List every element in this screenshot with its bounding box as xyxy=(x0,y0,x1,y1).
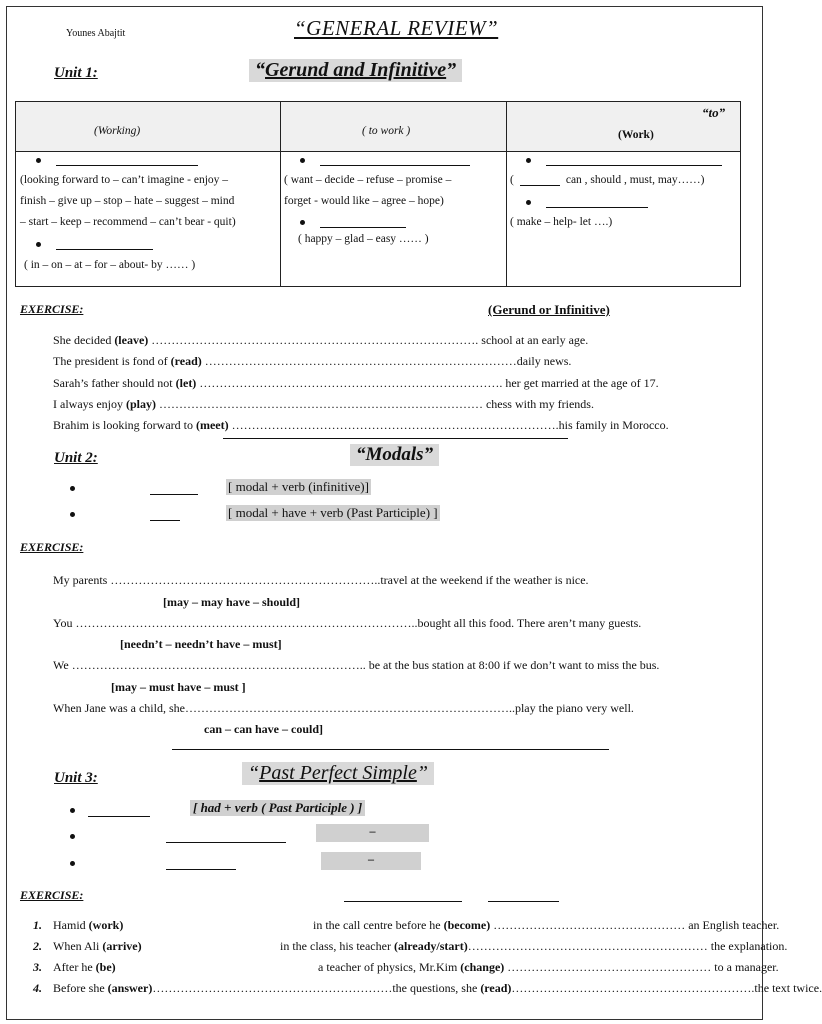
table-divider xyxy=(506,102,507,286)
answer-blank[interactable] xyxy=(150,509,180,521)
unit2-exercise-label: EXERCISE: xyxy=(20,540,84,554)
exercise-sentence: Before she (answer)……………………………………………………the questions, she (read)…………………………………………………….the text twice. xyxy=(53,981,822,995)
bullet-icon xyxy=(526,200,531,205)
answer-blank[interactable] xyxy=(150,483,198,495)
answer-blank[interactable] xyxy=(320,218,406,228)
section-divider xyxy=(223,438,568,439)
col1-verbs-line: (looking forward to – can’t imagine - enjoy – xyxy=(20,174,229,186)
past-perfect-box[interactable]: – xyxy=(321,852,421,870)
exercise-sentence-end: in the class, his teacher (already/start)…………………………………………………… the explanation. xyxy=(280,939,788,953)
exercise-sentence: The president is fond of (read) ……………………………………………………………………daily news. xyxy=(53,354,572,368)
unit1-title: “Gerund and Infinitive” xyxy=(249,59,462,82)
exercise-sentence: We ……………………………………………………………….. be at the bus station at 8:00 if we don’t want to miss the bus. xyxy=(53,658,660,672)
past-perfect-rule-row xyxy=(70,855,236,870)
unit3-label: Unit 3: xyxy=(54,770,98,786)
bullet-icon xyxy=(300,158,305,163)
unit1-exercise-hint: (Gerund or Infinitive) xyxy=(488,302,610,317)
unit1-label: Unit 1: xyxy=(54,65,98,81)
answer-blank[interactable] xyxy=(546,156,722,166)
col2-verbs-line: forget - would like – agree – hope) xyxy=(284,195,444,207)
exercise-sentence: When Jane was a child, she………………………………………………………………………..play the piano very well. xyxy=(53,701,634,715)
bullet-icon xyxy=(70,808,75,813)
col3-bullet-row xyxy=(526,196,648,208)
bullet-icon xyxy=(70,512,75,517)
exercise-sentence: You …………………………………………………………………………..bought all this food. There aren’t many guests. xyxy=(53,616,642,630)
gerund-infinitive-table xyxy=(15,101,741,287)
author-name: Younes Abajtit xyxy=(66,28,126,39)
exercise-options: [may – must have – must ] xyxy=(111,680,246,694)
exercise-sentence: My parents …………………………………………………………..travel at the weekend if the weather is nice. xyxy=(53,573,589,587)
col1-verbs-line: finish – give up – stop – hate – suggest – mind xyxy=(20,195,235,207)
col-bare-infinitive-header: (Work) xyxy=(618,129,654,141)
col1-bullet-row xyxy=(36,154,198,166)
bullet-icon xyxy=(526,158,531,163)
exercise-sentence-start: After he (be) xyxy=(53,960,116,974)
unit2-title: “Modals” xyxy=(350,444,439,466)
answer-blank[interactable] xyxy=(320,156,470,166)
exercise-options: can – can have – could] xyxy=(204,722,324,736)
answer-blank[interactable] xyxy=(56,156,198,166)
col3-bullet-row xyxy=(526,154,722,166)
exercise-options: [needn’t – needn’t have – must] xyxy=(120,637,282,651)
col1-bullet-row xyxy=(36,238,153,250)
exercise-sentence-end: a teacher of physics, Mr.Kim (change) …………………………………………… to a manager. xyxy=(318,960,779,974)
table-divider xyxy=(280,102,281,286)
col1-prepositions-line: ( in – on – at – for – about- by …… ) xyxy=(24,259,196,271)
bullet-icon xyxy=(70,486,75,491)
bullet-icon xyxy=(36,242,41,247)
col1-verbs-line: – start – keep – recommend – can’t bear - quit) xyxy=(20,216,236,228)
unit1-exercise-label: EXERCISE: xyxy=(20,302,84,316)
answer-blank[interactable] xyxy=(520,176,560,186)
answer-blank[interactable] xyxy=(166,831,286,843)
exercise-sentence: Sarah’s father should not (let) …………………………………………………………………. her get married at the age of 17. xyxy=(53,376,659,390)
past-perfect-rule-row xyxy=(70,828,286,843)
unit2-label: Unit 2: xyxy=(54,450,98,466)
exercise-sentence-end: in the call centre before he (become) ………………………………………… an English teacher. xyxy=(313,918,780,932)
answer-blank[interactable] xyxy=(166,858,236,870)
page-title: “GENERAL REVIEW” xyxy=(294,16,499,40)
modal-rule-row xyxy=(70,506,180,521)
modal-rule-row xyxy=(70,480,198,495)
exercise-sentence-start: When Ali (arrive) xyxy=(53,939,142,953)
exercise-options: [may – may have – should] xyxy=(163,595,301,609)
item-number: 4. xyxy=(33,981,42,995)
col-bare-infinitive-quote: “to” xyxy=(702,105,726,120)
answer-line xyxy=(344,901,462,902)
answer-line xyxy=(488,901,559,902)
exercise-sentence: Brahim is looking forward to (meet) ……………………………………………………………………….his family in Morocco. xyxy=(53,418,669,432)
bullet-icon xyxy=(70,834,75,839)
past-perfect-rule: [ had + verb ( Past Participle ) ] xyxy=(190,800,365,816)
col-to-infinitive-header: ( to work ) xyxy=(362,125,411,137)
exercise-sentence: She decided (leave) ………………………………………………………………………. school at an early age. xyxy=(53,333,589,347)
bullet-icon xyxy=(300,220,305,225)
bullet-icon xyxy=(36,158,41,163)
unit3-title: “Past Perfect Simple” xyxy=(242,762,434,785)
unit3-exercise-label: EXERCISE: xyxy=(20,888,84,902)
item-number: 3. xyxy=(33,960,42,974)
col-gerund-header: (Working) xyxy=(94,125,141,137)
modal-rule-past-participle: [ modal + have + verb (Past Participle) ] xyxy=(228,505,438,520)
exercise-sentence-start: Hamid (work) xyxy=(53,918,124,932)
item-number: 1. xyxy=(33,918,42,932)
col2-adjectives-line: ( happy – glad – easy …… ) xyxy=(298,233,429,245)
bullet-icon xyxy=(70,861,75,866)
answer-blank[interactable] xyxy=(88,805,150,817)
col2-verbs-line: ( want – decide – refuse – promise – xyxy=(284,174,452,186)
exercise-sentence: I always enjoy (play) ……………………………………………………………………… chess with my friends. xyxy=(53,397,594,411)
answer-blank[interactable] xyxy=(56,240,153,250)
past-perfect-rule-row xyxy=(70,802,150,817)
modal-rule-infinitive: [ modal + verb (infinitive)] xyxy=(228,479,369,494)
section-divider xyxy=(172,749,609,750)
col2-bullet-row xyxy=(300,154,470,166)
col2-bullet-row xyxy=(300,216,406,228)
col3-modals-line: ( can , should , must, may……) xyxy=(510,174,705,186)
past-perfect-box[interactable]: – xyxy=(316,824,429,842)
answer-blank[interactable] xyxy=(546,198,648,208)
item-number: 2. xyxy=(33,939,42,953)
col3-verbs-line: ( make – help- let ….) xyxy=(510,216,613,228)
